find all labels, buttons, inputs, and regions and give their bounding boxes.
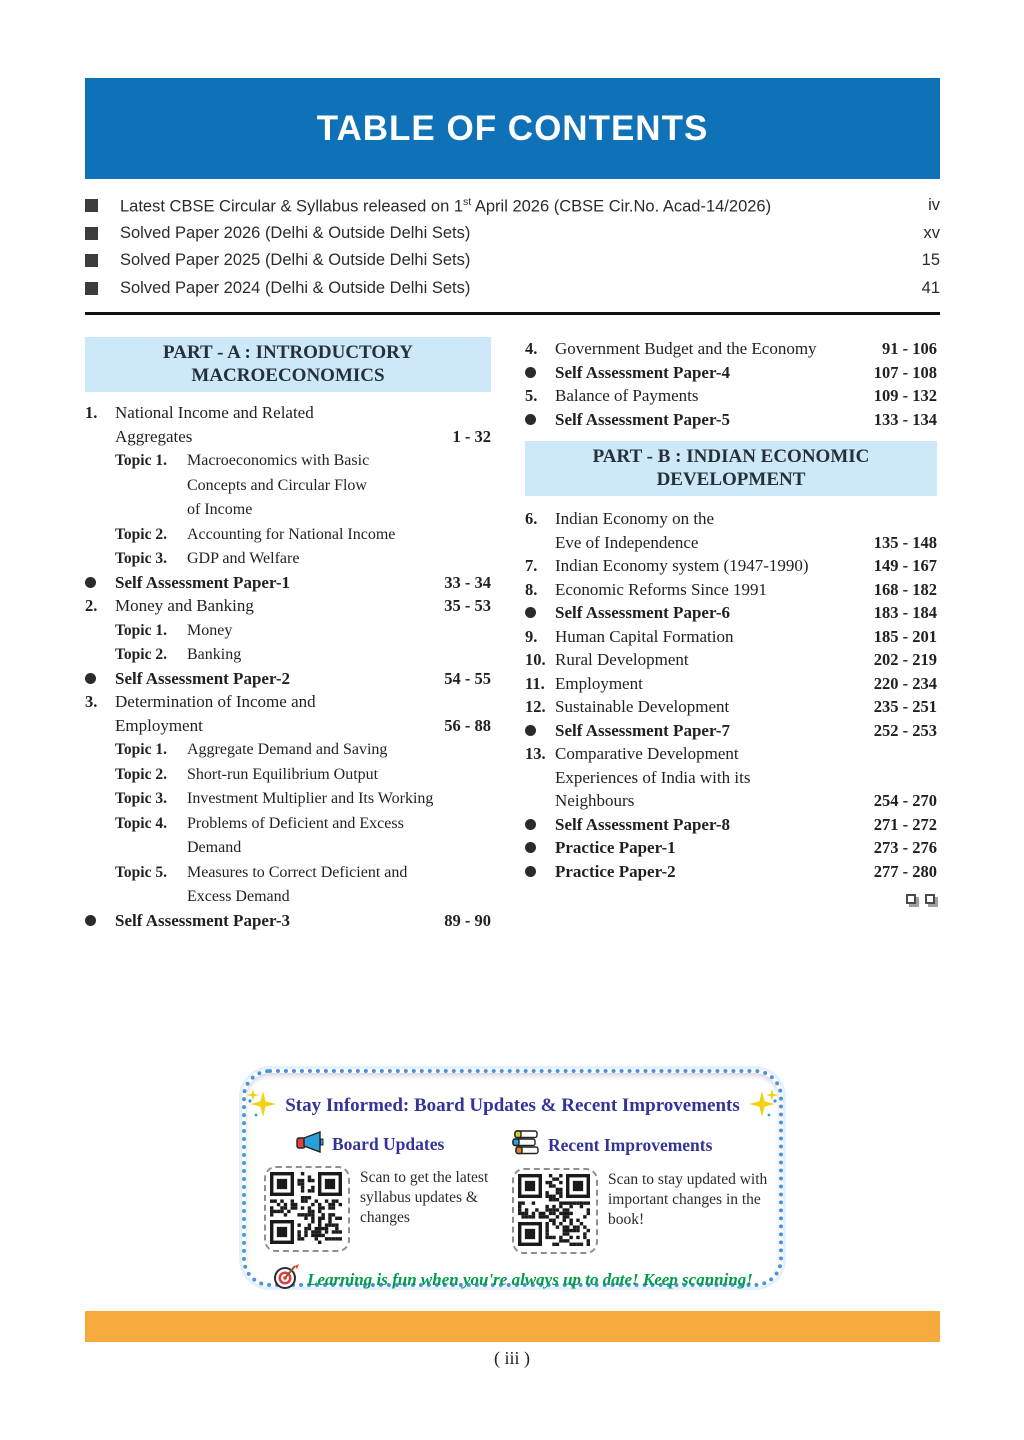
- dot-bullet-cell: [525, 408, 555, 432]
- megaphone-icon: [296, 1130, 324, 1159]
- chapter-number: [85, 762, 115, 787]
- square-bullet-icon: [85, 282, 98, 295]
- dot-bullet-cell: [525, 361, 555, 385]
- front-matter-row: [85, 247, 940, 275]
- chapter-number: 1.: [85, 403, 98, 422]
- page-range: 271 - 272: [873, 814, 937, 834]
- page-range: 35 - 53: [444, 596, 491, 615]
- toc-row-body: [555, 337, 882, 361]
- toc-row-body: [555, 361, 874, 385]
- paper-title: Self Assessment Paper-3: [115, 910, 291, 930]
- chapter-number: [85, 884, 115, 909]
- toc-row-sap: [85, 667, 491, 691]
- recent-improvements-heading: Recent Improvements: [548, 1135, 713, 1155]
- topic-title-continued: of Income: [187, 501, 253, 518]
- board-updates-heading: Board Updates: [332, 1134, 445, 1154]
- page-range: 33 - 34: [444, 572, 491, 592]
- chapter-title: Comparative Development: [555, 744, 739, 763]
- toc-row-topic: [85, 642, 491, 667]
- toc-row-body: [115, 618, 491, 643]
- chapter-number: 2.: [85, 596, 98, 615]
- topic-label: Topic 4.: [115, 814, 167, 832]
- part-heading: [525, 441, 937, 496]
- board-updates-section: [264, 1130, 512, 1254]
- chapter-number: 10.: [525, 650, 546, 669]
- toc-row-body: [555, 578, 874, 602]
- chapter-title: Human Capital Formation: [555, 626, 734, 646]
- chapter-title: Indian Economy system (1947-1990): [555, 556, 809, 575]
- topic-label: Topic 1.: [115, 621, 167, 639]
- stay-informed-title-row: [246, 1088, 779, 1124]
- chapter-number: [85, 448, 115, 473]
- toc-row-sap: [525, 719, 937, 743]
- chapter-number: 6.: [525, 509, 538, 528]
- chapter-title: Eve of Independence: [555, 532, 699, 552]
- chapter-title: Experiences of India with its: [555, 767, 751, 787]
- page-range: 89 - 90: [444, 910, 491, 930]
- front-matter-page: xv: [923, 223, 940, 242]
- recent-improvements-section: [512, 1130, 780, 1254]
- chapter-title: Determination of Income and: [115, 692, 316, 711]
- chapter-number: 7.: [525, 556, 538, 575]
- end-square-icon: [925, 894, 935, 904]
- toc-row-chapter-cont: [85, 714, 491, 738]
- part-heading-line: PART - A : INTRODUCTORY: [163, 342, 413, 363]
- page-range: 149 - 167: [873, 556, 937, 575]
- toc-row-body: [555, 554, 874, 578]
- toc-row-chapter: [85, 690, 491, 714]
- front-matter-page: 41: [921, 278, 940, 297]
- chapter-number: [85, 860, 115, 885]
- toc-row-body: [115, 909, 444, 933]
- toc-row-sap: [525, 408, 937, 432]
- stay-informed-footer-row: [246, 1263, 779, 1296]
- front-matter-row: [85, 275, 940, 303]
- chapter-number: [85, 786, 115, 811]
- page-range: 202 - 219: [873, 650, 937, 669]
- topic-label: Topic 3.: [115, 550, 167, 567]
- page-range: 273 - 276: [873, 838, 937, 857]
- chapter-number: 3.: [85, 692, 98, 711]
- chapter-title: Economic Reforms Since 1991: [555, 579, 767, 599]
- toc-row-body: [115, 594, 444, 618]
- topic-label: Topic 1.: [115, 741, 167, 758]
- dot-bullet-cell: [525, 601, 555, 625]
- page-range: 109 - 132: [873, 386, 937, 405]
- board-updates-qr-row: [264, 1166, 512, 1252]
- dot-bullet-cell: [85, 667, 115, 691]
- stay-informed-box: [242, 1069, 783, 1287]
- front-matter-text: Solved Paper 2026 (Delhi & Outside Delhi Sets): [120, 223, 471, 242]
- stay-informed-title: Stay Informed: Board Updates & Recent Improvements: [285, 1095, 740, 1116]
- toc-row-chapter: [525, 578, 937, 602]
- toc-row-body: [115, 497, 491, 522]
- dot-bullet-icon: [525, 819, 536, 830]
- toc-row-body: [115, 884, 491, 909]
- toc-row-topic: [85, 762, 491, 787]
- square-bullet-icon: [85, 227, 98, 240]
- chapter-title: Employment: [555, 673, 643, 693]
- dot-bullet-icon: [525, 866, 536, 877]
- front-matter-page: 15: [921, 251, 940, 270]
- toc-row-chapter: [525, 507, 937, 531]
- front-matter-page: iv: [928, 196, 940, 215]
- toc-row-topic: [85, 448, 491, 473]
- topic-label: Topic 2.: [115, 646, 167, 663]
- toc-row-chapter-cont: [85, 425, 491, 449]
- toc-row-body: [555, 384, 874, 408]
- page-range: 254 - 270: [873, 791, 937, 810]
- dot-bullet-cell: [525, 719, 555, 743]
- paper-title: Self Assessment Paper-8: [555, 814, 731, 834]
- page-range: 235 - 251: [873, 697, 937, 716]
- chapter-number: [85, 835, 115, 860]
- paper-title: Practice Paper-2: [555, 861, 676, 881]
- topic-title: Short-run Equilibrium Output: [187, 765, 379, 783]
- toc-row-topic-cont: [85, 835, 491, 860]
- chapter-number: 12.: [525, 697, 546, 716]
- page-title-banner: [85, 78, 940, 179]
- topic-title: Banking: [187, 646, 242, 663]
- page-range: 56 - 88: [444, 715, 491, 735]
- part-heading: [85, 337, 491, 392]
- chapter-number: [85, 811, 115, 836]
- paper-title: Self Assessment Paper-7: [555, 720, 731, 740]
- topic-title: Macroeconomics with Basic: [187, 452, 370, 469]
- toc-row-body: [115, 571, 444, 595]
- toc-row-body: [115, 448, 491, 473]
- toc-row-chapter: [525, 742, 937, 766]
- sparkle-icon: [749, 1088, 779, 1124]
- dot-bullet-icon: [85, 577, 96, 588]
- topic-title: Money: [187, 621, 233, 639]
- qr-code-icon: [512, 1168, 598, 1254]
- chapter-number: 11.: [525, 673, 545, 693]
- stay-informed-columns: [246, 1124, 779, 1254]
- chapter-number: [85, 642, 115, 667]
- toc-row-chapter-cont: [525, 789, 937, 813]
- chapter-title: National Income and Related: [115, 403, 314, 422]
- toc-row-body: [555, 507, 937, 531]
- page-range: 277 - 280: [873, 861, 937, 881]
- toc-row-topic: [85, 737, 491, 762]
- toc-row-topic-cont: [85, 884, 491, 909]
- paper-title: Self Assessment Paper-6: [555, 603, 731, 622]
- dot-bullet-cell: [525, 836, 555, 860]
- end-of-part-squares-icon: [525, 891, 937, 909]
- toc-row-body: [115, 546, 491, 571]
- toc-row-body: [115, 473, 491, 498]
- topic-label: Topic 1.: [115, 452, 167, 469]
- chapter-title: Employment: [115, 715, 203, 735]
- topic-label: Topic 3.: [115, 790, 167, 807]
- toc-row-body: [555, 813, 874, 837]
- toc-row-chapter: [525, 384, 937, 408]
- dot-bullet-icon: [85, 915, 96, 926]
- toc-row-sap: [525, 813, 937, 837]
- toc-row-body: [555, 672, 874, 696]
- dot-bullet-icon: [85, 673, 96, 684]
- topic-title: Accounting for National Income: [187, 525, 396, 543]
- board-updates-heading-row: [296, 1130, 512, 1159]
- board-updates-description: Scan to get the latest syllabus updates & changes: [360, 1169, 489, 1226]
- toc-row-body: [115, 425, 453, 449]
- page-range: 133 - 134: [873, 409, 937, 429]
- page-range: 135 - 148: [873, 532, 937, 552]
- topic-label: Topic 5.: [115, 863, 167, 881]
- page-range: 183 - 184: [873, 603, 937, 622]
- toc-row-body: [115, 522, 491, 547]
- toc-row-chapter: [525, 648, 937, 672]
- chapter-number: [525, 531, 555, 555]
- paper-title: Self Assessment Paper-5: [555, 409, 731, 429]
- toc-row-body: [555, 742, 937, 766]
- topic-title-continued: Concepts and Circular Flow: [187, 476, 367, 494]
- front-matter-list: [85, 192, 940, 302]
- chapter-number: [85, 737, 115, 762]
- part-heading-line: DEVELOPMENT: [656, 469, 806, 490]
- toc-row-body: [115, 835, 491, 860]
- toc-row-body: [555, 860, 874, 884]
- dot-bullet-cell: [85, 571, 115, 595]
- chapter-number: [85, 546, 115, 571]
- page-number: ( iii ): [494, 1348, 530, 1368]
- sparkle-icon: [246, 1088, 276, 1124]
- toc-row-body: [555, 789, 874, 813]
- dot-bullet-cell: [85, 909, 115, 933]
- toc-row-body: [555, 695, 874, 719]
- topic-title: Measures to Correct Deficient and: [187, 863, 408, 881]
- toc-row-body: [115, 762, 491, 787]
- dot-bullet-icon: [525, 725, 536, 736]
- toc-row-topic-cont: [85, 497, 491, 522]
- toc-row-body: [555, 836, 874, 860]
- chapter-title: Aggregates: [115, 426, 193, 446]
- target-dart-icon: [272, 1263, 300, 1296]
- chapter-title: Money and Banking: [115, 596, 254, 615]
- toc-row-topic: [85, 522, 491, 547]
- toc-row-topic: [85, 811, 491, 836]
- page-range: 91 - 106: [882, 339, 937, 358]
- toc-row-sap: [525, 601, 937, 625]
- toc-row-topic: [85, 786, 491, 811]
- recent-improvements-description: Scan to stay updated with important changes in the book!: [608, 1171, 768, 1228]
- toc-row-body: [115, 667, 444, 691]
- page-range: 185 - 201: [873, 626, 937, 646]
- part-heading-line: MACROECONOMICS: [191, 365, 385, 386]
- chapter-number: [85, 497, 115, 522]
- chapter-number: 5.: [525, 386, 538, 405]
- toc-row-chapter: [525, 625, 937, 649]
- toc-row-topic: [85, 618, 491, 643]
- toc-row-chapter-cont: [525, 531, 937, 555]
- chapter-number: [525, 789, 555, 813]
- page-range: 220 - 234: [873, 673, 937, 693]
- dot-bullet-icon: [525, 367, 536, 378]
- toc-row-chapter: [525, 672, 937, 696]
- front-matter-text-pre: Latest CBSE Circular & Syllabus released on 1: [120, 197, 464, 215]
- toc-row-chapter: [85, 594, 491, 618]
- toc-row-chapter: [85, 401, 491, 425]
- toc-row-sap: [85, 909, 491, 933]
- toc-row-body: [115, 737, 491, 762]
- chapter-number: [525, 766, 555, 790]
- paper-title: Self Assessment Paper-1: [115, 572, 291, 592]
- dot-bullet-icon: [525, 607, 536, 618]
- toc-row-body: [115, 642, 491, 667]
- recent-improvements-heading-row: [512, 1130, 780, 1161]
- chapter-number: 4.: [525, 339, 538, 358]
- toc-row-body: [115, 811, 491, 836]
- toc-row-topic: [85, 860, 491, 885]
- chapter-number: [85, 618, 115, 643]
- footer-accent-bar: [85, 1311, 940, 1342]
- page-range: 252 - 253: [873, 720, 937, 740]
- page-range: 54 - 55: [444, 668, 491, 688]
- chapter-title: Sustainable Development: [555, 697, 730, 716]
- chapter-number: [85, 473, 115, 498]
- toc-row-sap: [525, 836, 937, 860]
- page-range: 168 - 182: [873, 579, 937, 599]
- dot-bullet-icon: [525, 842, 536, 853]
- front-matter-text: Solved Paper 2025 (Delhi & Outside Delhi Sets): [120, 251, 471, 270]
- toc-row-body: [115, 690, 491, 714]
- toc-row-sap: [525, 361, 937, 385]
- toc-row-body: [555, 531, 874, 555]
- front-matter-row: [85, 192, 940, 220]
- topic-title: Problems of Deficient and Excess: [187, 814, 404, 832]
- chapter-number: 8.: [525, 579, 538, 599]
- toc-row-body: [115, 786, 491, 811]
- topic-title: Investment Multiplier and Its Working: [187, 790, 434, 807]
- chapter-number: 9.: [525, 626, 538, 646]
- chapter-title: Government Budget and the Economy: [555, 339, 817, 358]
- toc-row-body: [555, 408, 874, 432]
- page-title: TABLE OF CONTENTS: [316, 108, 709, 148]
- toc-row-body: [555, 625, 874, 649]
- chapter-title: Rural Development: [555, 650, 689, 669]
- front-matter-text-post: April 2026 (CBSE Cir.No. Acad-14/2026): [471, 197, 772, 215]
- topic-title: GDP and Welfare: [187, 550, 300, 567]
- topic-title: Aggregate Demand and Saving: [187, 741, 388, 758]
- toc-row-body: [115, 714, 444, 738]
- chapter-number: 13.: [525, 744, 546, 763]
- paper-title: Self Assessment Paper-4: [555, 362, 731, 382]
- toc-row-body: [555, 648, 874, 672]
- paper-title: Self Assessment Paper-2: [115, 668, 291, 688]
- dot-bullet-icon: [525, 414, 536, 425]
- recent-improvements-qr-row: [512, 1168, 780, 1254]
- paper-title: Practice Paper-1: [555, 838, 676, 857]
- front-matter-text: Solved Paper 2024 (Delhi & Outside Delhi Sets): [120, 278, 471, 297]
- front-matter-text: [120, 196, 928, 217]
- topic-label: Topic 2.: [115, 525, 167, 543]
- topic-title-continued: Demand: [187, 839, 242, 856]
- horizontal-divider: [85, 312, 940, 315]
- dot-bullet-cell: [525, 813, 555, 837]
- superscript-ordinal: st: [463, 195, 472, 208]
- chapter-number: [85, 714, 115, 738]
- chapter-title: Indian Economy on the: [555, 509, 715, 528]
- toc-row-body: [115, 860, 491, 885]
- page-range: 1 - 32: [452, 426, 491, 446]
- toc-row-sap: [85, 571, 491, 595]
- toc-row-chapter: [525, 695, 937, 719]
- chapter-title: Balance of Payments: [555, 386, 699, 405]
- chapter-title: Neighbours: [555, 791, 635, 810]
- toc-row-sap: [525, 860, 937, 884]
- square-bullet-icon: [85, 199, 98, 212]
- chapter-number: [85, 425, 115, 449]
- toc-row-chapter: [525, 554, 937, 578]
- toc-row-body: [115, 401, 491, 425]
- toc-column-right: [525, 337, 937, 909]
- chapter-number: [85, 522, 115, 547]
- stay-informed-footer-text: Learning is fun when you're always up to date! Keep scanning!: [307, 1269, 753, 1289]
- page-range: 107 - 108: [873, 362, 937, 382]
- qr-code-icon: [264, 1166, 350, 1252]
- square-bullet-icon: [85, 254, 98, 267]
- part-heading-line: PART - B : INDIAN ECONOMIC: [592, 446, 870, 467]
- toc-row-chapter: [525, 337, 937, 361]
- toc-row-body: [555, 719, 874, 743]
- end-square-icon: [906, 894, 916, 904]
- toc-column-left: [85, 337, 491, 932]
- topic-label: Topic 2.: [115, 765, 167, 783]
- toc-row-topic-cont: [85, 473, 491, 498]
- toc-row-chapter-cont: [525, 766, 937, 790]
- topic-title-continued: Excess Demand: [187, 888, 290, 905]
- toc-row-topic: [85, 546, 491, 571]
- dot-bullet-cell: [525, 860, 555, 884]
- toc-row-body: [555, 601, 874, 625]
- books-icon: [512, 1130, 540, 1161]
- toc-row-body: [555, 766, 937, 790]
- front-matter-row: [85, 220, 940, 248]
